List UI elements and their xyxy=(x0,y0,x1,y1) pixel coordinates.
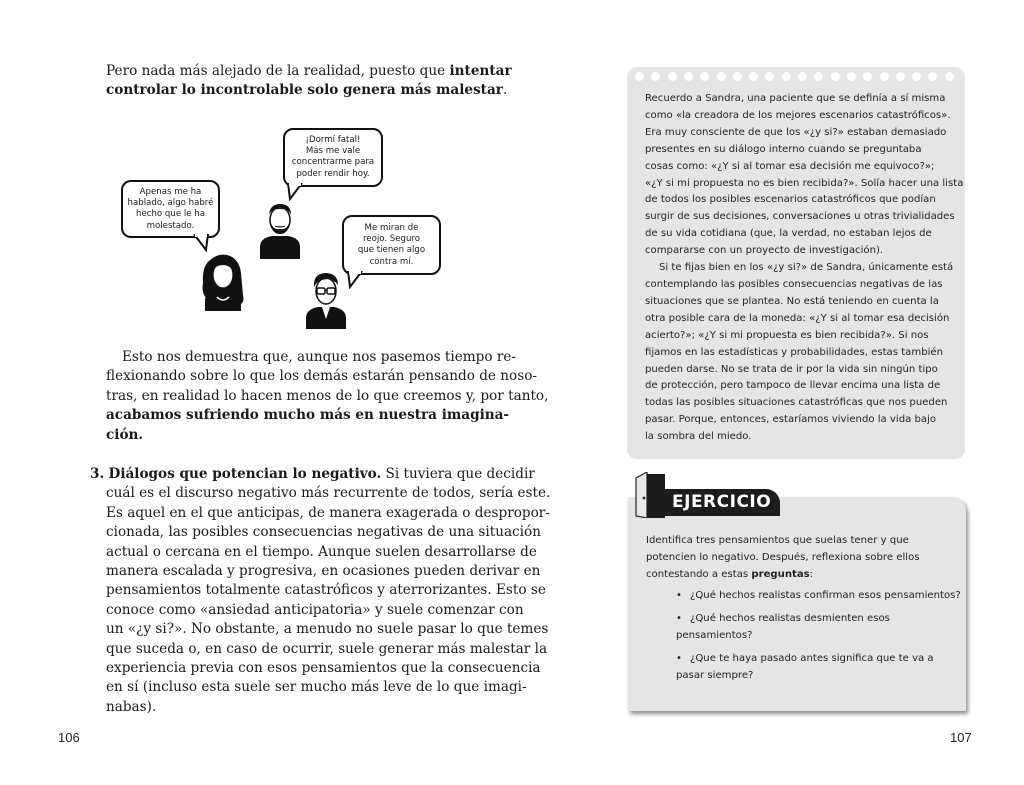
notebook-hole xyxy=(798,72,807,81)
notebook-hole xyxy=(749,72,758,81)
conclusion-line-2: flexionando sobre lo que los demás estarán pensando de noso- xyxy=(106,368,537,385)
exercise-title: EJERCICIO xyxy=(660,489,780,516)
notebook-hole xyxy=(928,72,937,81)
bubble-tail-right xyxy=(346,271,366,289)
bullet-icon: • xyxy=(676,613,682,624)
case-study-text: Recuerdo a Sandra, una paciente que se definía a sí misma como «la creadora de los mejores escenarios catastróficos». Era muy consciente de que los «¿y si?» estaban demasiado presentes en su diálogo interno cuando se preguntaba cosas como: «¿Y si al tomar esa decisión me equivoco?»; «¿Y si mi propuesta no es bien recibida?». Solía hacer una lista de todos los posibles escenarios catastróficos que podían surgir de sus decisiones, conversaciones u otras trivialidades de su vida cotidiana (que, la verdad, no estaban lejos de compararse con un proyecto de investigación). Si te fijas bien en los «¿y si?» de Sandra, únicamente está contemplando las posibles consecuencias negativas de las situaciones que se plantea. No está teniendo en cuenta la otra posible cara de la moneda: «¿Y si al tomar esa decisión acierto?»; «¿Y si mi propuesta es bien recibida?». Si nos fijamos en las estadísticas y probabilidades, estas también pueden darse. No se trata de ir por la vida sin ningún tipo de protección, pero tampoco de llevar encima una lista de todas las posibles situaciones catastróficas que nos pueden pasar. Porque, entonces, estaríamos viviendo la vida bajo la sombra del miedo. xyxy=(645,93,964,443)
notebook-hole xyxy=(896,72,905,81)
speech-bubble-right: Me miran de reojo. Seguro que tienen algo contra mí. xyxy=(342,215,441,275)
intro-line-2: controlar lo incontrolable solo genera más malestar. xyxy=(106,82,508,99)
item3-line: manera escalada y progresiva, en ocasiones pueden derivar en xyxy=(106,563,541,580)
item3-line: en sí (incluso esta suele ser mucho más leve de lo que imagi- xyxy=(106,679,527,696)
question-item: • ¿Que te haya pasado antes significa que te va a pasar siempre? xyxy=(676,653,934,681)
speech-bubble-left: Apenas me ha hablado, algo habré hecho que le ha molestado. xyxy=(121,180,220,238)
item3-title: Diálogos que potencian lo negativo. xyxy=(108,466,382,482)
notebook-hole xyxy=(717,72,726,81)
paragraph-intro xyxy=(106,62,512,101)
notebook-hole xyxy=(684,72,693,81)
bubble-tail-top xyxy=(286,183,306,201)
item3-first-line: 3. Diálogos que potencian lo negativo. Si tuviera que decidir xyxy=(90,466,535,482)
item3-line: Es aquel en el que anticipas, de manera exagerada o despropor- xyxy=(106,504,550,521)
item3-line: conoce como «ansiedad anticipatoria» y suele comenzar con xyxy=(106,601,524,618)
conclusion-line-4: acabamos sufriendo mucho más en nuestra imagina- xyxy=(106,407,510,424)
page-number-left: 106 xyxy=(58,730,80,745)
bullet-icon: • xyxy=(676,653,682,664)
exercise-instructions: Identifica tres pensamientos que suelas tener y que potencien lo negativo. Después, reflexiona sobre ellos contestando a estas preguntas: xyxy=(646,535,920,580)
item3-line: que suceda o, en caso de ocurrir, suele generar más malestar la xyxy=(106,640,548,657)
notebook-hole xyxy=(733,72,742,81)
item3-line: nabas). xyxy=(106,698,157,715)
list-item-3 xyxy=(90,465,551,717)
item3-line: un «¿y si?». No obstante, a menudo no suele pasar lo que temes xyxy=(106,621,549,638)
item3-line: experiencia previa con esos pensamientos que la consecuencia xyxy=(106,660,541,677)
door-icon xyxy=(633,472,667,518)
notebook-hole xyxy=(863,72,872,81)
item3-line: pensamientos totalmente catastróficos y aterrorizantes. Esto se xyxy=(106,582,546,599)
page-number-right: 107 xyxy=(950,730,972,745)
question-item: • ¿Qué hechos realistas confirman esos pensamientos? xyxy=(690,588,961,605)
notebook-hole xyxy=(668,72,677,81)
conclusion-line-5: ción. xyxy=(106,426,144,443)
person-man-glasses-icon xyxy=(304,271,348,329)
conclusion-line-1: Esto nos demuestra que, aunque nos pasemos tiempo re- xyxy=(122,349,517,365)
item3-line: cuál es el discurso negativo más recurrente de todos, sería este. xyxy=(106,485,551,502)
notebook-hole xyxy=(700,72,709,81)
intro-line-1: Pero nada más alejado de la realidad, puesto que intentar xyxy=(106,63,512,79)
notebook-hole xyxy=(912,72,921,81)
notebook-hole xyxy=(847,72,856,81)
notebook-hole xyxy=(782,72,791,81)
notebook-hole xyxy=(635,72,644,81)
question-item: • ¿Qué hechos realistas desmienten esos pensamientos? xyxy=(676,613,890,641)
person-woman-icon xyxy=(197,253,249,311)
notebook-hole xyxy=(880,72,889,81)
notebook-hole xyxy=(765,72,774,81)
conclusion-line-3: tras, en realidad lo hacen menos de lo que creemos y, por tanto, xyxy=(106,387,549,404)
item3-line: cionada, las posibles consecuencias negativas de una situación xyxy=(106,524,541,541)
notebook-holes xyxy=(635,72,957,82)
person-man-beard-icon xyxy=(258,203,302,259)
notebook-hole xyxy=(814,72,823,81)
case-study-box xyxy=(627,67,965,459)
bullet-icon: • xyxy=(676,590,682,601)
notebook-hole xyxy=(945,72,954,81)
notebook-hole xyxy=(831,72,840,81)
item3-line: actual o cercana en el tiempo. Aunque suelen desarrollarse de xyxy=(106,543,537,560)
bubble-tail-left xyxy=(192,234,212,252)
paragraph-conclusion xyxy=(106,348,549,445)
speech-bubble-top: ¡Dormí fatal! Más me vale concentrarme para poder rendir hoy. xyxy=(283,128,383,187)
item3-number: 3. xyxy=(90,466,105,482)
notebook-hole xyxy=(651,72,660,81)
